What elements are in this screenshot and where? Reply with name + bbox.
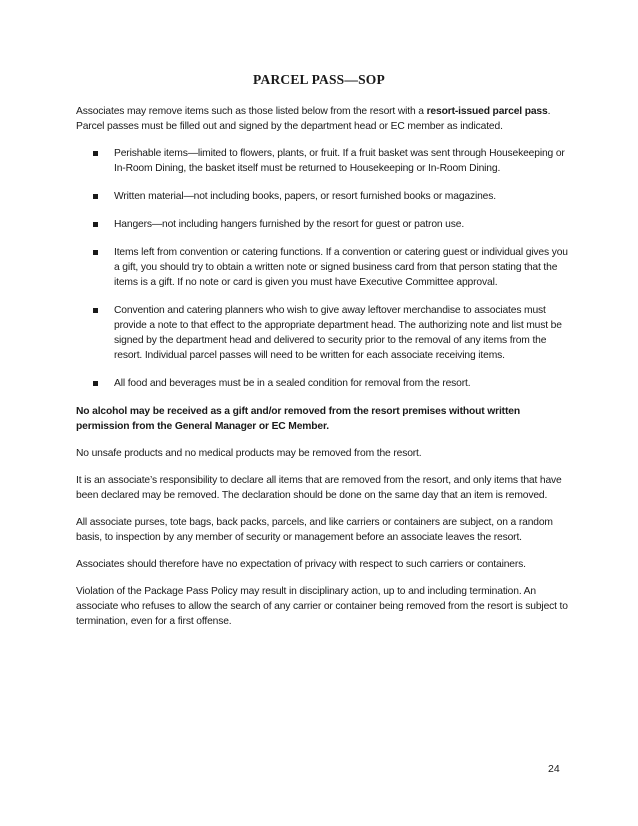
intro-paragraph [76, 104, 568, 134]
bullet-icon [93, 250, 98, 255]
list-item-text: Perishable items—limited to flowers, plants, or fruit. If a fruit basket was sent through Housekeeping or In-Room Dining, the basket itself must be returned to Housekeeping or In-Room Dining. [114, 148, 565, 174]
list-item [76, 146, 568, 176]
bullet-icon [93, 222, 98, 227]
list-item [76, 217, 568, 232]
document-body [76, 104, 568, 641]
list-item-text: Convention and catering planners who wish to give away leftover merchandise to associates must provide a note to that effect to the appropriate department head. The authorizing note and list must be signed by the department head and delivered to security prior to the removal of any items from the resort. Individual parcel passes will need to be written for each associate receiving items. [114, 305, 562, 361]
bullet-icon [93, 151, 98, 156]
list-item [76, 245, 568, 290]
intro-text-end: . Parcel passes must be filled out and signed by the department head or EC member as indicated. [76, 106, 551, 132]
list-item [76, 189, 568, 204]
page-title: PARCEL PASS—SOP [253, 72, 385, 87]
body-paragraph: No unsafe products and no medical products may be removed from the resort. [76, 448, 422, 459]
body-paragraph: Violation of the Package Pass Policy may result in disciplinary action, up to and including termination. An associate who refuses to allow the search of any carrier or container being removed from the resort is subject to termination, even for a first offense. [76, 586, 568, 627]
body-paragraph: All associate purses, tote bags, back packs, parcels, and like carriers or containers are subject, on a random basis, to inspection by any member of security or management before an associate leaves the resort. [76, 517, 553, 543]
list-item [76, 303, 568, 363]
bullet-icon [93, 381, 98, 386]
list-item [76, 376, 568, 391]
allowed-items-list [76, 146, 568, 391]
alcohol-notice: No alcohol may be received as a gift and/or removed from the resort premises without written permission from the General Manager or EC Member. [76, 406, 520, 432]
intro-text: Associates may remove items such as those listed below from the resort with a [76, 106, 427, 117]
list-item-text: All food and beverages must be in a sealed condition for removal from the resort. [114, 378, 471, 389]
list-item-text: Hangers—not including hangers furnished by the resort for guest or patron use. [114, 219, 465, 230]
list-item-text: Items left from convention or catering functions. If a convention or catering guest or individual gives you a gift, you should try to obtain a written note or signed business card from that person stating that the items is a gift. If no note or card is given you must have Executive Committee approval. [114, 247, 568, 288]
bullet-icon [93, 194, 98, 199]
bullet-icon [93, 308, 98, 313]
body-paragraph: It is an associate’s responsibility to declare all items that are removed from the resort, and only items that have been declared may be removed. The declaration should be done on the same day that an item is removed. [76, 475, 562, 501]
body-paragraph: Associates should therefore have no expectation of privacy with respect to such carriers or containers. [76, 559, 526, 570]
list-item-text: Written material—not including books, papers, or resort furnished books or magazines. [114, 191, 496, 202]
intro-emphasis: resort-issued parcel pass [426, 106, 548, 117]
page-number: 24 [548, 763, 560, 775]
